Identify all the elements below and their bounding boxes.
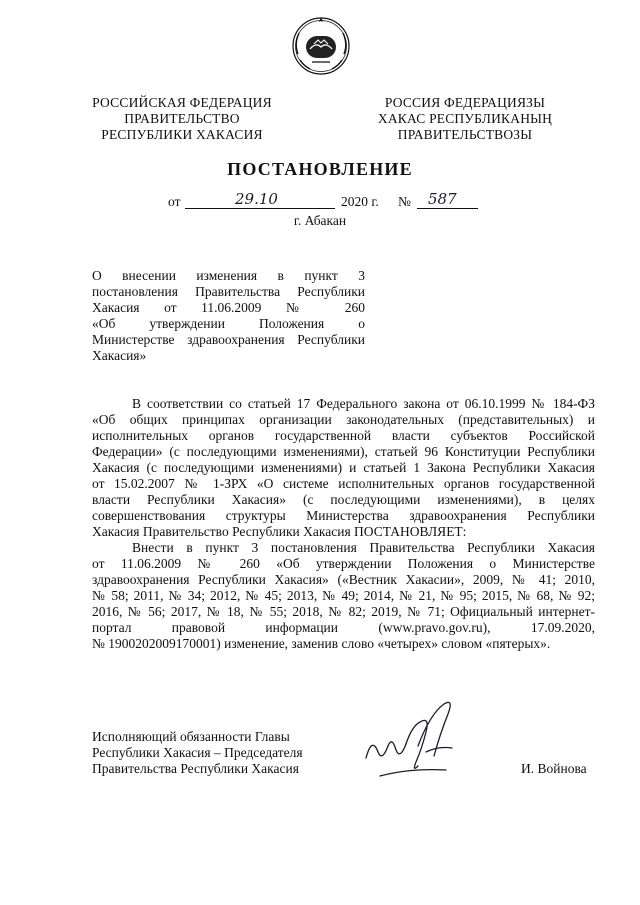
subject-line: «Об утверждении Положения о [92, 316, 365, 331]
header-right-line: ПРАВИТЕЛЬСТВОЗЫ [397, 127, 533, 142]
body-line: В соответствии со статьей 17 Федерального закона от 06.10.1999 № 184-ФЗ [132, 396, 595, 411]
header-left-block [84, 95, 280, 143]
coat-of-arms-emblem [290, 14, 352, 76]
body-line: Хакасия (с последующими изменениями) и статьей 1 Закона Республики Хакасия [92, 460, 595, 475]
body-line: совершенствования структуры Министерства здравоохранения Республики [92, 508, 595, 523]
body-line: 2016, № 56; 2017, № 18, № 55; 2018, № 82; 2019, № 71; Официальный интернет- [92, 604, 595, 619]
body-line: от 15.02.2007 № 1-ЗРХ «О системе исполнительных органов государственной [92, 476, 595, 491]
handwritten-number: 587 [428, 190, 457, 208]
header-left-line: РЕСПУБЛИКИ ХАКАСИЯ [101, 127, 263, 142]
body-line: № 58; 2011, № 34; 2012, № 45; 2013, № 49; 2014, № 21, № 95; 2015, № 68, № 92; [92, 588, 595, 603]
body-line: от 11.06.2009 № 260 «Об утверждении Положения о Министерстве [92, 556, 595, 571]
subject-line: постановления Правительства Республики [92, 284, 365, 299]
signatory-name: И. Войнова [521, 761, 587, 776]
body-line: «Об общих принципах организации законодательных (представительных) и [92, 412, 595, 427]
header-right-line: ХАКАС РЕСПУБЛИКАНЫҢ [377, 111, 553, 126]
city-label: г. Абакан [293, 213, 347, 228]
body-line: Федерации» (с последующими изменениями), статьей 96 Конституции Республики [92, 444, 595, 459]
date-underline [185, 208, 335, 209]
body-text [92, 396, 595, 652]
number-label: № [398, 194, 411, 209]
document-type-title: ПОСТАНОВЛЕНИЕ [227, 159, 413, 179]
body-line: исполнительных органов государственной власти субъектов Российской [92, 428, 595, 443]
subject-line: Хакасия» [92, 348, 147, 363]
handwritten-date: 29.10 [235, 190, 278, 208]
signatory-position-line: Республики Хакасия – Председателя [92, 745, 303, 760]
body-line: здравоохранения Республики Хакасия» («Вестник Хакасии», 2009, № 41; 2010, [92, 572, 595, 587]
signatory-position [92, 729, 303, 777]
handwritten-signature [360, 696, 470, 786]
subject-line: Хакасия от 11.06.2009 № 260 [92, 300, 365, 315]
subject-line: Министерстве здравоохранения Республики [92, 332, 365, 347]
header-left-line: РОССИЙСКАЯ ФЕДЕРАЦИЯ [92, 95, 272, 110]
number-underline [417, 208, 478, 209]
body-line: Внести в пункт 3 постановления Правительства Республики Хакасия [132, 540, 595, 555]
subject-block [92, 268, 365, 364]
header-left-line: ПРАВИТЕЛЬСТВО [124, 111, 240, 126]
signatory-position-line: Исполняющий обязанности Главы [92, 729, 290, 744]
year-label: 2020 г. [341, 194, 379, 209]
body-line: власти Республики Хакасия» (с последующими изменениями), в целях [92, 492, 595, 507]
body-line: портал правовой информации (www.pravo.gov.ru), 17.09.2020, [92, 620, 595, 635]
body-line: № 1900202009170001) изменение, заменив слово «четырех» словом «пятерых». [92, 636, 551, 651]
date-from-label: от [168, 194, 181, 209]
signatory-position-line: Правительства Республики Хакасия [92, 761, 299, 776]
subject-line: О внесении изменения в пункт 3 [92, 268, 365, 283]
header-right-block [372, 95, 558, 143]
body-line: Хакасия Правительство Республики Хакасия ПОСТАНОВЛЯЕТ: [92, 524, 467, 539]
header-right-line: РОССИЯ ФЕДЕРАЦИЯЗЫ [384, 95, 546, 110]
